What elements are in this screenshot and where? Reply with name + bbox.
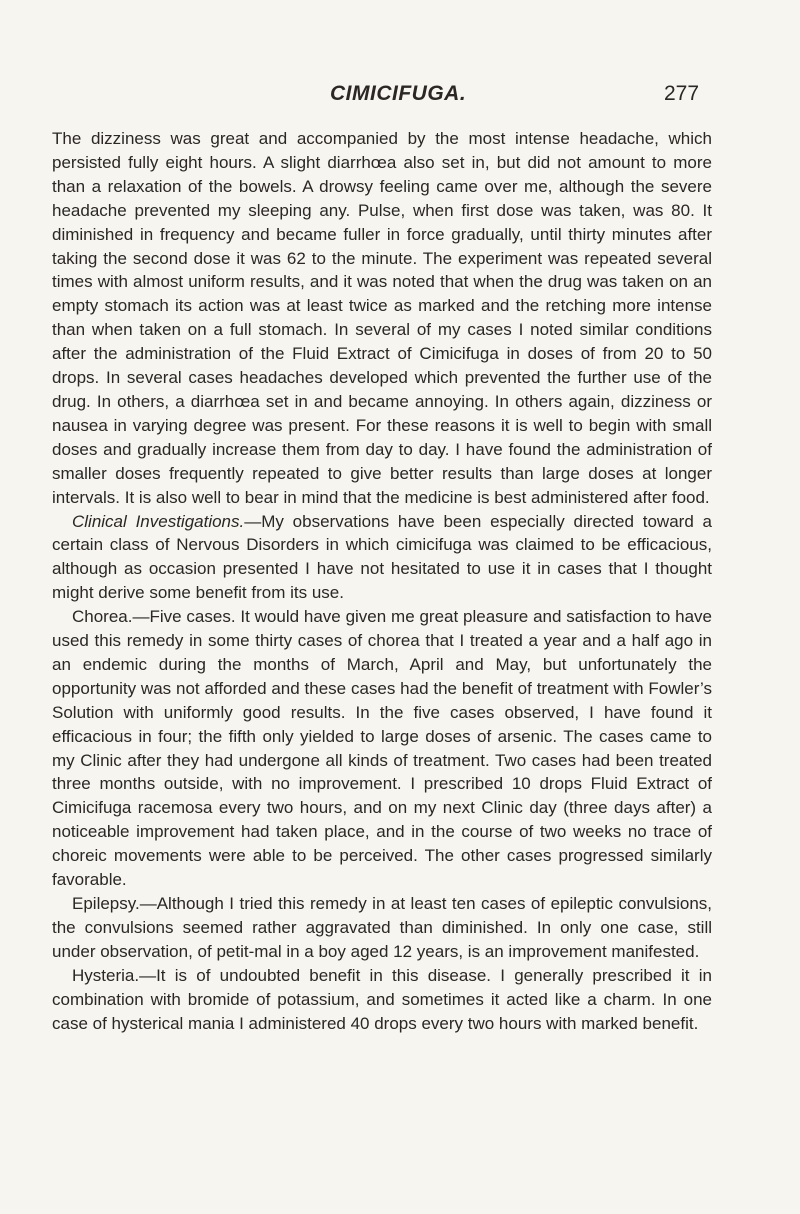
paragraph-hysteria	[52, 964, 712, 1036]
paragraph-text: The dizziness was great and accompanied by the most intense headache, which persisted fully eight hours. A slight diarrhœa also set in, but did not amount to more than a relaxation of the bowels. A drowsy feeling came over me, although the severe headache prevented my sleeping any. Pulse, when first dose was taken, was 80. It diminished in frequency and became fuller in force gradually, until thirty minutes after taking the second dose it was 62 to the minute. The experiment was repeated several times with almost uniform results, and it was noted that when the drug was taken on an empty stomach its action was at least twice as marked and the retching more intense than when taken on a full stomach. In several of my cases I noted similar conditions after the administration of the Fluid Extract of Cimicifuga in doses of from 20 to 50 drops. In several cases headaches developed which prevented the further use of the drug. In others, a diarrhœa set in and became annoying. In others again, dizziness or nausea in varying degree was present. For these reasons it is well to begin with small doses and gradually increase them from day to day. I have found the administration of smaller doses frequently repeated to give better results than large doses at longer intervals. It is also well to bear in mind that the medicine is best administered after food.	[52, 129, 712, 507]
paragraph-clinical-investigations	[52, 510, 712, 606]
body-text	[52, 127, 712, 1035]
paragraph-chorea	[52, 605, 712, 892]
section-lead-clinical-investigations: Clinical Investigations.	[72, 511, 245, 531]
paragraph-text: Hysteria.—It is of undoubted benefit in this disease. I generally prescribed it in combination with bromide of potassium, and sometimes it acted like a charm. In one case of hysterical mania I administered 40 drops every two hours with marked benefit.	[52, 965, 712, 1033]
paragraph-text: —My observations have been especially directed toward a certain class of Nervous Disorders in which cimicifuga was claimed to be efficacious, although as occasion presented I have not hesitated to use it in cases that I thought might derive some benefit from its use.	[52, 511, 712, 603]
paragraph-text: Epilepsy.—Although I tried this remedy in at least ten cases of epileptic convulsions, the convulsions seemed rather aggravated than diminished. In only one case, still under observation, of petit-mal in a boy aged 12 years, is an improvement manifested.	[52, 894, 712, 961]
paragraph-text: Chorea.—Five cases. It would have given me great pleasure and satisfaction to have used this remedy in some thirty cases of chorea that I treated a year and a half ago in an endemic during the months of March, April and May, but unfortunately the opportunity was not afforded and these cases had the benefit of treatment with Fowler’s Solution with uniformly good results. In the five cases observed, I have found it efficacious in four; the fifth only yielded to large doses of arsenic. The cases came to my Clinic after they had undergone all kinds of treatment. Two cases had been treated three months outside, with no improvement. I prescribed 10 drops Fluid Extract of Cimicifuga racemosa every two hours, and on my next Clinic day (three days after) a noticeable improvement had taken place, and in the course of two weeks no trace of choreic movements were able to be perceived. The other cases progressed similarly favorable.	[52, 607, 712, 890]
paragraph-dizziness	[52, 127, 712, 510]
paragraph-epilepsy	[52, 892, 712, 964]
running-title: CIMICIFUGA.	[330, 82, 467, 105]
running-head	[0, 82, 800, 112]
page-number: 277	[664, 82, 700, 105]
